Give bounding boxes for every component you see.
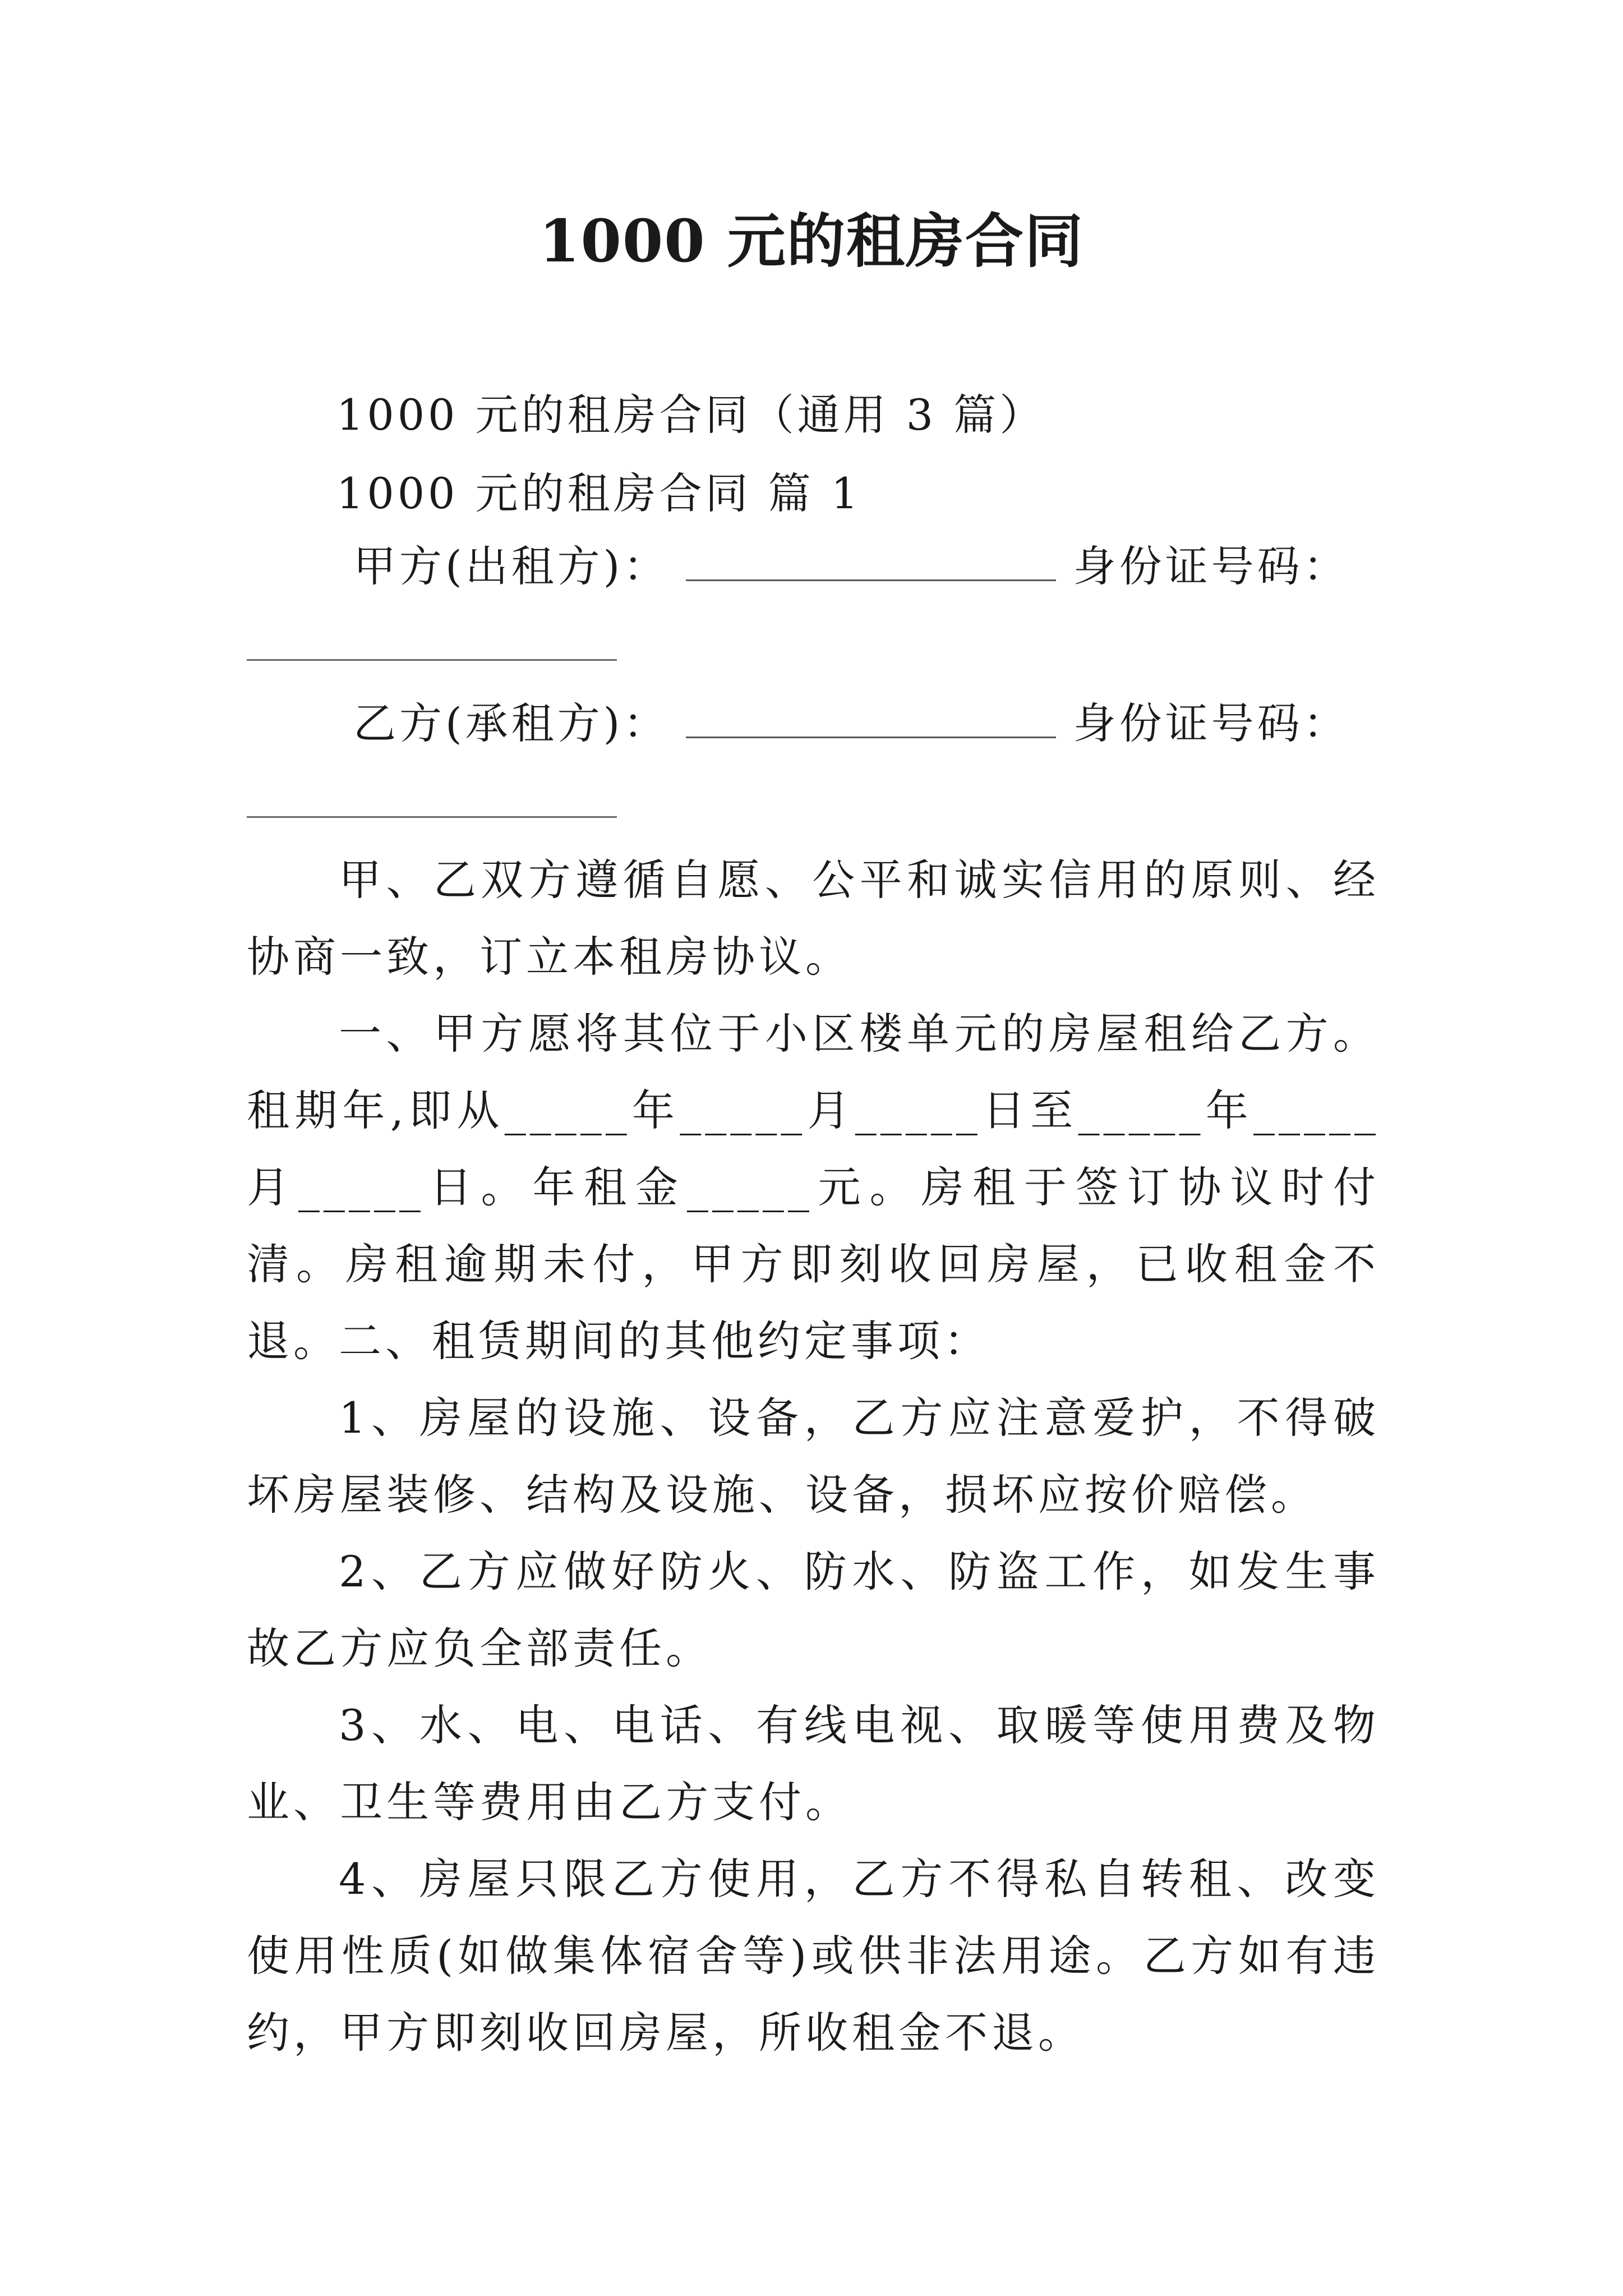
party-a-id-label: 身份证号码： — [1073, 541, 1349, 591]
item-3-paragraph: 3、水、电、电话、有线电视、取暖等使用费及物业、卫生等费用由乙方支付。 — [247, 1700, 1380, 1827]
party-b-id-blank[interactable] — [247, 816, 617, 818]
party-b-line — [353, 696, 1349, 752]
item-4-paragraph: 4、房屋只限乙方使用，乙方不得私自转租、改变使用性质(如做集体宿舍等)或供非法用途。乙方如有违约，甲方即刻收回房屋，所收租金不退。 — [247, 1854, 1380, 2058]
item-2-paragraph: 2、乙方应做好防火、防水、防盗工作，如发生事故乙方应负全部责任。 — [247, 1547, 1380, 1673]
section-heading: 1000 元的租房合同 篇 1 — [336, 468, 862, 518]
party-b-name-blank[interactable] — [686, 697, 1056, 738]
party-a-label: 甲方(出租方)： — [353, 541, 670, 591]
clause-1-paragraph: 一、甲方愿将其位于小区楼单元的房屋租给乙方。租期年,即从_____年_____月_____日至_____年_____月_____日。年租金_____元。房租于签订协议时付清。房租逾期未付，甲方即刻收回房屋，已收租金不退。 — [247, 1009, 1380, 1366]
party-a-id-blank[interactable] — [247, 659, 617, 661]
clause-2-heading: 二、租赁期间的其他约定事项： — [339, 1316, 990, 1366]
party-a-line — [353, 539, 1349, 595]
party-b-id-label: 身份证号码： — [1073, 698, 1349, 748]
document-subtitle: 1000 元的租房合同（通用 3 篇） — [336, 390, 1046, 440]
party-a-name-blank[interactable] — [686, 540, 1056, 581]
party-b-label: 乙方(承租方)： — [353, 698, 670, 748]
intro-paragraph: 甲、乙双方遵循自愿、公平和诚实信用的原则、经协商一致，订立本租房协议。 — [247, 855, 1380, 982]
document-title: 1000 元的租房合同 — [539, 206, 1084, 275]
item-1-paragraph: 1、房屋的设施、设备，乙方应注意爱护，不得破坏房屋装修、结构及设施、设备，损坏应按价赔偿。 — [247, 1393, 1380, 1520]
